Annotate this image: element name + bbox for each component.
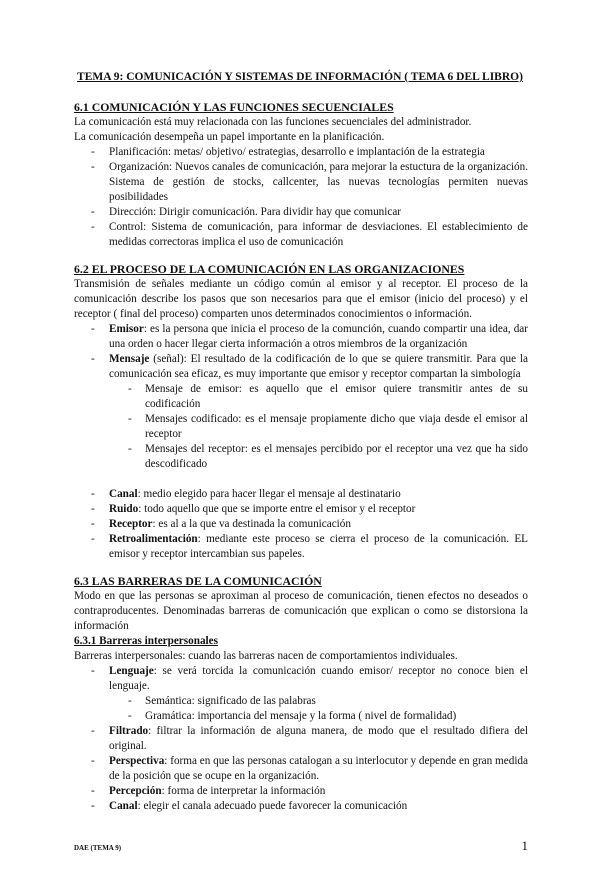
sub-list-item: - Semántica: significado de las palabras [74,694,528,709]
paragraph: Transmisión de señales mediante un código común al emisor y al receptor. El proceso de la comunicación describe los pasos que son necesarios para que el emisor (inicio del proceso) y el receptor ( final del proceso) comparten unos determinados conocimientos o información. [74,278,528,320]
list-item [74,502,528,517]
page-number: 1 [521,838,528,853]
list-item: - Organización: Nuevos canales de comunicación, para mejorar la estuctura de la organización. Sistema de gestión de stocks, callcenter, las nuevas tecnologías permiten nuevas posibilidades [74,160,528,205]
definition: : forma en que las personas catalogan a su interlocutor y depende en gran medida de la posición que se ocupe en la organización. [109,755,528,782]
list-item [74,754,528,784]
definition: : forma de interpretar la información [161,785,326,797]
list-item: - Dirección: Dirigir comunicación. Para dividir hay que comunicar [74,205,528,220]
subsection-heading: 6.3.1 Barreras interpersonales [74,635,218,647]
definition: : medio elegido para hacer llegar el mensaje al destinatario [137,488,401,500]
section-heading: 6.1 COMUNICACIÓN Y LAS FUNCIONES SECUENCIALES [74,100,394,114]
list-item [74,784,528,799]
definition: : es la persona que inicia el proceso de la comunción, cuando compartir una idea, dar una orden o hacer llegar cierta información a otros miembros de la organización [109,323,528,350]
sub-list-item: - Mensajes del receptor: es el mensajes percibido por el receptor una vez que ha sido descodificado [74,442,528,472]
list-item: - Planificación: metas/ objetivo/ estrategias, desarrollo e implantación de la estrategia [74,145,528,160]
sub-list-item: - Mensaje de emisor: es aquello que el emisor quiere transmitir antes de su codificación [74,382,528,412]
definition: : filtrar la información de alguna manera, de modo que el resultado difiera del original. [109,725,528,752]
paragraph: La comunicación está muy relacionada con las funciones secuenciales del administrador. [74,116,472,128]
list-item: - Control: Sistema de comunicación, para informar de desviaciones. El establecimiento de medidas correctoras implica el uso de comunicación [74,220,528,250]
definition: : mediante este proceso se cierra el proceso de la comunicación. EL emisor y receptor intercambian sus papeles. [109,533,528,560]
list-item [74,487,528,502]
sub-list-item: - Mensajes codificado: es el mensaje propiamente dicho que viaja desde el emisor al receptor [74,412,528,442]
term: Ruido [109,503,139,515]
section-6-2 [74,262,528,562]
term: Emisor [109,323,144,335]
term: Filtrado [109,725,149,737]
footer-label: DAE (TEMA 9) [74,844,122,852]
page-footer [74,838,528,853]
term: Percepción [109,785,162,797]
list-item [74,799,528,814]
section-heading: 6.3 LAS BARRERAS DE LA COMUNICACIÓN [74,574,322,588]
list-item [74,664,528,694]
paragraph: Modo en que las personas se aproximan al proceso de comunicación, tienen efectos no deseados o contraproducentes. Denominadas barreras de comunicación que explican o como se distorsiona la información [74,590,528,632]
term: Lenguaje [109,665,154,677]
term: Canal [109,800,138,812]
section-6-1 [74,100,528,250]
list-item [74,517,528,532]
paragraph: Barreras interpersonales: cuando las barreras nacen de comportamientos individuales. [74,650,458,662]
paragraph: La comunicación desempeña un papel importante en la planificación. [74,131,385,143]
definition: : es al a la que va destinada la comunicación [152,518,351,530]
section-heading: 6.2 EL PROCESO DE LA COMUNICACIÓN EN LAS ORGANIZACIONES [74,262,465,276]
list-item [74,352,528,382]
definition: : todo aquello que que se importe entre el emisor y el receptor [138,503,416,515]
sub-list-item: - Gramática: importancia del mensaje y la forma ( nivel de formalidad) [74,709,528,724]
list-item [74,724,528,754]
section-6-3 [74,574,528,814]
definition: : elegir el canala adecuado puede favorecer la comunicación [137,800,408,812]
term: Mensaje [109,353,150,365]
document-title: TEMA 9: COMUNICACIÓN Y SISTEMAS DE INFORMACIÓN ( TEMA 6 DEL LIBRO) [77,71,523,83]
definition: : se verá torcida la comunicación cuando emisor/ receptor no conoce bien el lenguaje. [109,665,528,692]
term: Retroalimentación [109,533,198,545]
list-item [74,532,528,562]
definition: (señal): El resultado de la codificación de lo que se quiere transmitir. Para que la comunicación sea eficaz, es muy importante que emisor y receptor compartan la simbología [109,353,528,380]
term: Perspectiva [109,755,165,767]
term: Receptor [109,518,153,530]
list-item [74,322,528,352]
term: Canal [109,488,138,500]
